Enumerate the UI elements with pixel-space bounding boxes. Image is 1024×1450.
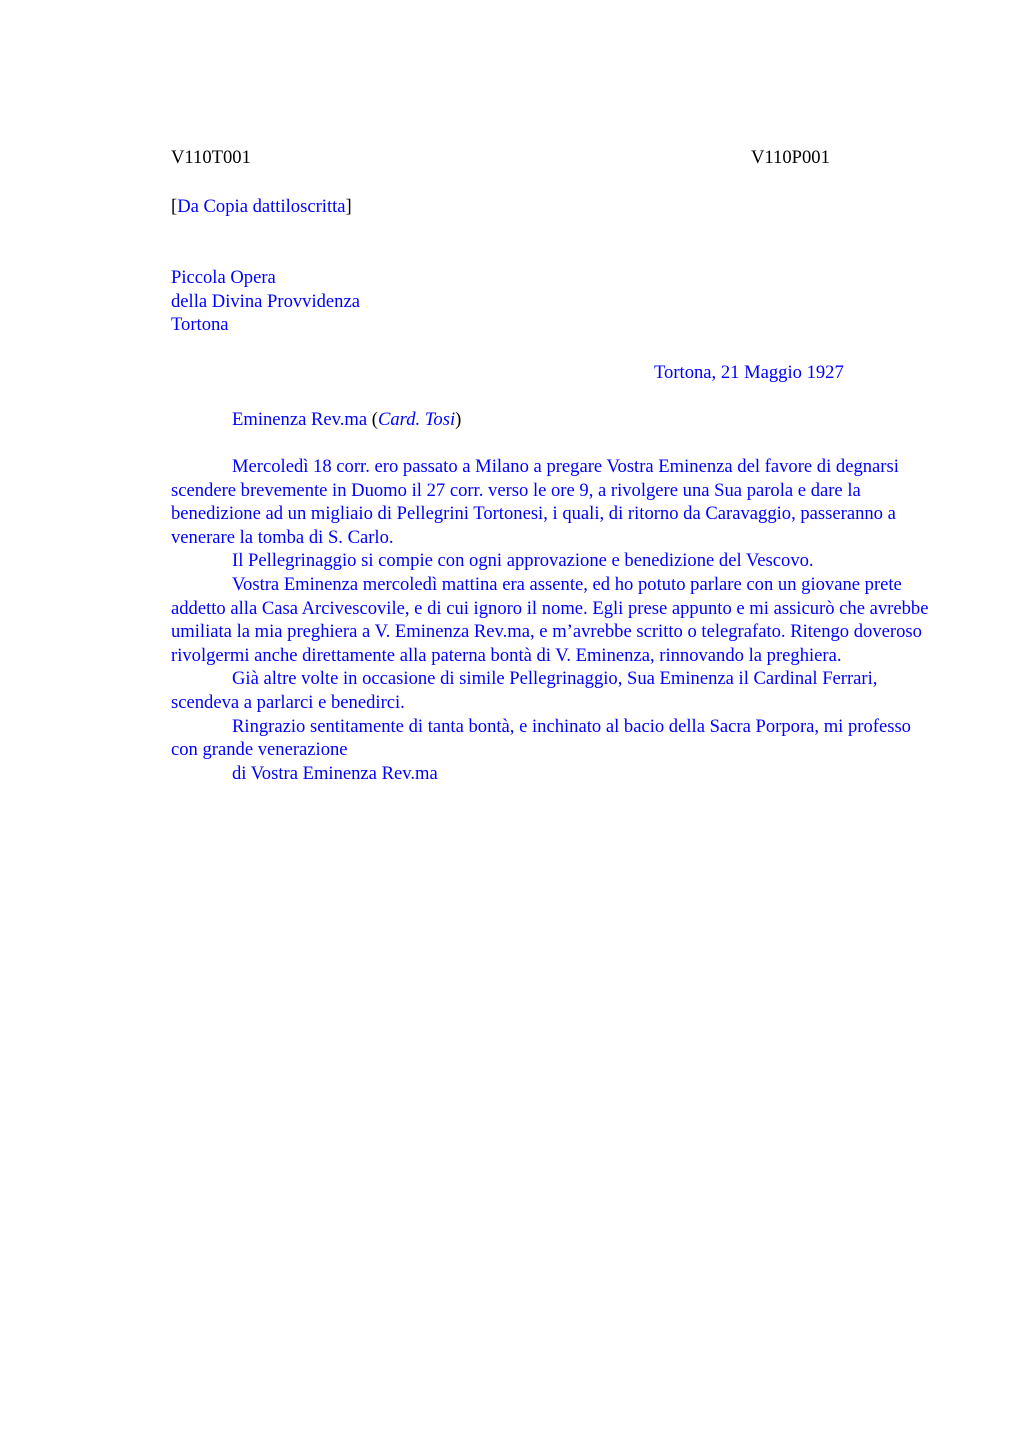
salutation-close-paren: ) <box>455 409 462 430</box>
recipient-name: Card. Tosi <box>377 409 456 430</box>
salutation <box>232 408 461 432</box>
closing-line: di Vostra Eminenza Rev.ma <box>232 762 438 784</box>
source-note-text: Da Copia dattiloscritta <box>177 196 346 217</box>
reference-code-right: V110P001 <box>751 147 830 168</box>
sender-address <box>171 266 360 337</box>
paragraph-1: Mercoledì 18 corr. ero passato a Milano a pregare Vostra Eminenza del favore di degnarsi scendere brevemente in Duomo il 27 corr. verso le ore 9, a rivolgere una Sua parola e dare la benedizione ad un migliaio di Pellegrini Tortonesi, i quali, di ritorno da Caravaggio, passeranno a venerare la tomba di S. Carlo. <box>171 456 899 548</box>
source-open-bracket: [ <box>171 196 178 217</box>
letter-body <box>171 455 931 785</box>
reference-code-left: V110T001 <box>171 147 251 168</box>
salutation-text: Eminenza Rev.ma <box>232 409 372 430</box>
paragraph-5: Ringrazio sentitamente di tanta bontà, e inchinato al bacio della Sacra Porpora, mi professo con grande venerazione <box>171 715 911 761</box>
paragraph-3: Vostra Eminenza mercoledì mattina era assente, ed ho potuto parlare con un giovane prete addetto alla Casa Arcivescovile, e di cui ignoro il nome. Egli prese appunto e mi assicurò che avrebbe umiliata la mia preghiera a V. Eminenza Rev.ma, e m’avrebbe scritto o telegrafato. Ritengo doveroso rivolgermi anche direttamente alla paterna bontà di V. Eminenza, rinnovando la preghiera. <box>171 573 929 666</box>
source-close-bracket: ] <box>345 196 352 217</box>
paragraph-4: Già altre volte in occasione di simile Pellegrinaggio, Sua Eminenza il Cardinal Ferrari, scendeva a parlarci e benedirci. <box>171 668 878 713</box>
sender-line-3: Tortona <box>171 314 229 336</box>
source-note <box>171 195 352 219</box>
sender-line-2: della Divina Provvidenza <box>171 290 360 312</box>
salutation-open-paren: ( <box>371 409 378 430</box>
paragraph-2: Il Pellegrinaggio si compie con ogni approvazione e benedizione del Vescovo. <box>232 550 814 572</box>
sender-line-1: Piccola Opera <box>171 267 276 288</box>
dateline: Tortona, 21 Maggio 1927 <box>654 362 844 383</box>
